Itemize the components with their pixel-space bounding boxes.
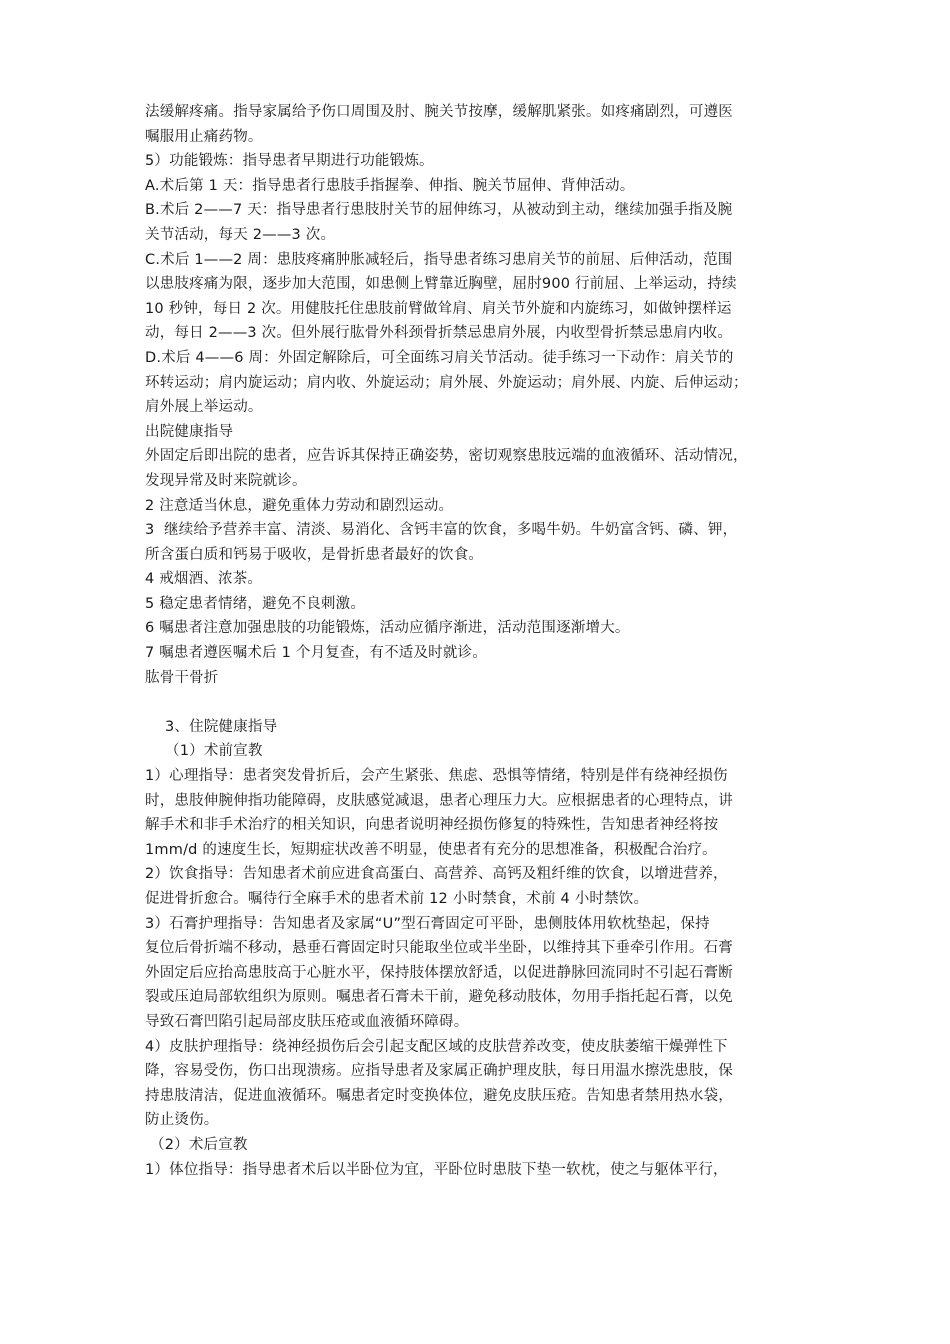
paragraph-line: 5 稳定患者情绪，避免不良刺激。 xyxy=(145,595,366,612)
paragraph-line: C.术后 1——2 周：患肢疼痛肿胀减轻后，指导患者练习患肩关节的前屈、后伸活动，范围 xyxy=(145,251,733,268)
paragraph-line: 促进骨折愈合。嘱待行全麻手术的患者术前 12 小时禁食，术前 4 小时禁饮。 xyxy=(145,891,649,907)
paragraph-line: 出院健康指导 xyxy=(145,423,234,440)
paragraph-line: 肱骨干骨折 xyxy=(145,669,219,686)
paragraph-line: 2 注意适当休息，避免重体力劳动和剧烈运动。 xyxy=(145,497,454,514)
paragraph-line: 环转运动；肩内旋运动；肩内收、外旋运动；肩外展、外旋运动；肩外展、内旋、后伸运动； xyxy=(145,374,748,391)
paragraph-line: 外固定后即出院的患者，应告诉其保持正确姿势，密切观察患肢远端的血液循环、活动情况， xyxy=(145,448,748,465)
paragraph-line: 肩外展上举运动。 xyxy=(145,399,263,416)
paragraph-line: 3 继续给予营养丰富、清淡、易消化、含钙丰富的饮食，多喝牛奶。牛奶富含钙、磷、钾， xyxy=(145,522,738,539)
paragraph-line: 法缓解疼痛。指导家属给予伤口周围及肘、腕关节按摩，缓解肌紧张。如疼痛剧烈，可遵医 xyxy=(145,104,733,120)
subsection-preop: （1）术前宣教 xyxy=(165,743,263,760)
paragraph-line: A.术后第 1 天：指导患者行患肢手指握拳、伸指、腕关节屈伸、背伸活动。 xyxy=(145,177,635,194)
paragraph-line: 发现异常及时来院就诊。 xyxy=(145,472,307,489)
paragraph-line: 嘱服用止痛药物。 xyxy=(145,128,263,145)
paragraph-line: 防止烫伤。 xyxy=(145,1112,219,1129)
paragraph-line: D.术后 4——6 周：外固定解除后，可全面练习肩关节活动。徒手练习一下动作：肩关节的 xyxy=(145,349,734,366)
paragraph-line: 动，每日 2——3 次。但外展行肱骨外科颈骨折禁忌患肩外展，内收型骨折禁忌患肩内收。 xyxy=(145,325,733,342)
text-block-2 xyxy=(145,764,820,1133)
paragraph-line: 6 嘱患者注意加强患肢的功能锻炼，活动应循序渐进，活动范围逐渐增大。 xyxy=(145,620,630,637)
paragraph-line: 复位后骨折端不移动，悬垂石膏固定时只能取坐位或半坐卧，以维持其下垂牵引作用。石膏 xyxy=(145,940,733,957)
paragraph-line: 1mm/d 的速度生长，短期症状改善不明显，使患者有充分的思想准备，积极配合治疗。 xyxy=(145,841,717,858)
paragraph-line: 3）石膏护理指导：告知患者及家属“U”型石膏固定可平卧，患侧肢体用软枕垫起，保持 xyxy=(145,915,710,932)
paragraph-line: 降，容易受伤，伤口出现溃疡。应指导患者及家属正确护理皮肤，每日用温水擦洗患肢，保 xyxy=(145,1063,733,1080)
paragraph-line: 以患肢疼痛为限，逐步加大范围，如患侧上臂靠近胸壁，屈肘900 行前屈、上举运动，持续 xyxy=(145,276,737,293)
paragraph-line: 所含蛋白质和钙易于吸收，是骨折患者最好的饮食。 xyxy=(145,546,484,563)
paragraph-line: 1）体位指导：指导患者术后以半卧位为宜，平卧位时患肢下垫一软枕，使之与躯体平行， xyxy=(145,1161,728,1178)
section-heading: 3、住院健康指导 xyxy=(165,718,278,735)
paragraph-line: 裂或压迫局部软组织为原则。嘱患者石膏未干前，避免移动肢体，勿用手指托起石膏，以免 xyxy=(145,989,733,1006)
paragraph-line: 导致石膏凹陷引起局部皮肤压疮或血液循环障碍。 xyxy=(145,1013,469,1030)
paragraph-line: 2）饮食指导：告知患者术前应进食高蛋白、高营养、高钙及粗纤维的饮食，以增进营养， xyxy=(145,866,728,883)
paragraph-line: 4 戒烟酒、浓茶。 xyxy=(145,571,263,588)
blank-line xyxy=(145,690,820,715)
paragraph-line: 关节活动，每天 2——3 次。 xyxy=(145,226,336,243)
paragraph-line: B.术后 2——7 天：指导患者行患肢肘关节的屈伸练习，从被动到主动，继续加强手指及腕 xyxy=(145,202,733,219)
subsection-postop: （2）术后宣教 xyxy=(150,1136,248,1153)
paragraph-line: 持患肢清洁，促进血液循环。嘱患者定时变换体位，避免皮肤压疮。告知患者禁用热水袋， xyxy=(145,1087,733,1104)
paragraph-line: 1）心理指导：患者突发骨折后，会产生紧张、焦虑、恐惧等情绪，特别是伴有绕神经损伤 xyxy=(145,768,728,785)
paragraph-line: 7 嘱患者遵医嘱术后 1 个月复查，有不适及时就诊。 xyxy=(145,645,487,662)
paragraph-line: 时，患肢伸腕伸指功能障碍，皮肤感觉减退，患者心理压力大。应根据患者的心理特点，讲 xyxy=(145,792,733,809)
paragraph-line: 外固定后应抬高患肢高于心脏水平，保持肢体摆放舒适，以促进静脉回流同时不引起石膏断 xyxy=(145,964,733,981)
paragraph-line: 5）功能锻炼：指导患者早期进行功能锻炼。 xyxy=(145,153,434,170)
text-block-1 xyxy=(145,100,820,690)
paragraph-line: 解手术和非手术治疗的相关知识，向患者说明神经损伤修复的特殊性，告知患者神经将按 xyxy=(145,817,719,834)
document-body xyxy=(145,100,820,1182)
paragraph-line: 10 秒钟，每日 2 次。用健肢托住患肢前臂做耸肩、肩关节外旋和内旋练习，如做钟摆样运 xyxy=(145,300,732,317)
paragraph-line: 4）皮肤护理指导：绕神经损伤后会引起支配区域的皮肤营养改变，使皮肤萎缩干燥弹性下 xyxy=(145,1038,728,1055)
